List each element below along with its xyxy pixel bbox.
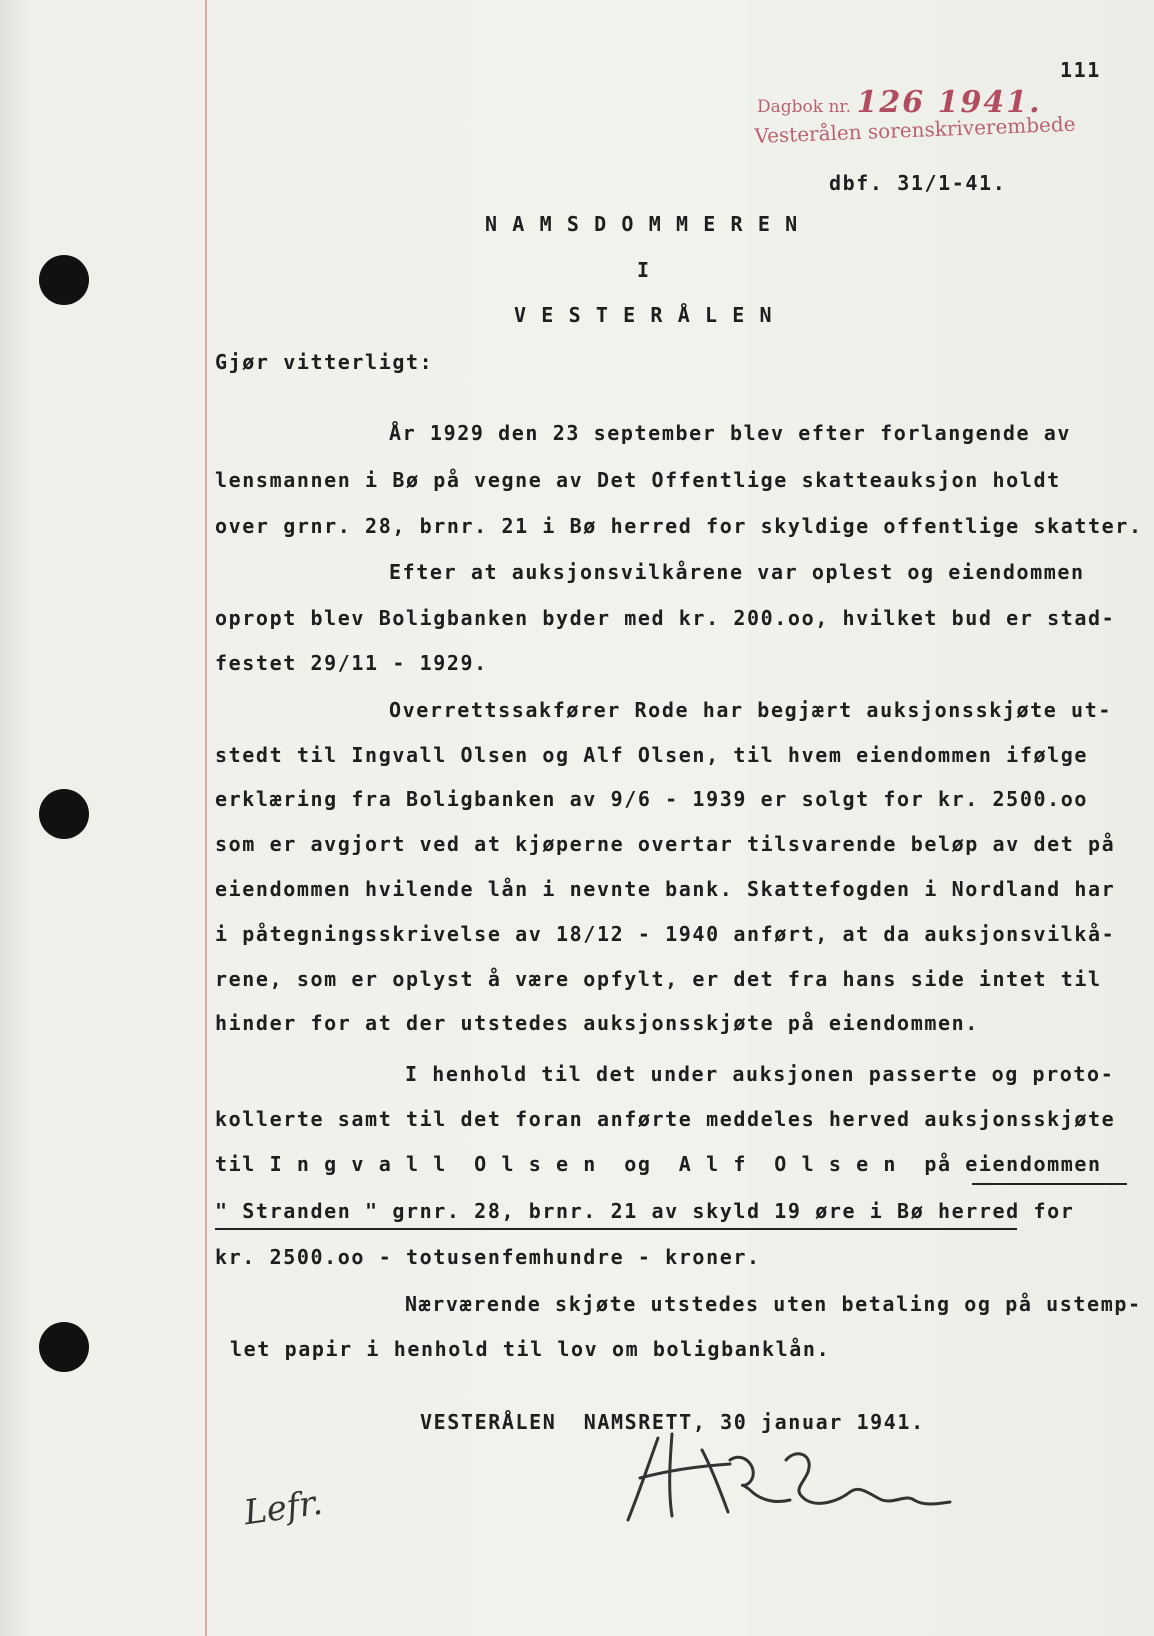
body-line: let papir i henhold til lov om boligbanklån. xyxy=(230,1337,831,1361)
body-line: rene, som er oplyst å være opfylt, er det fra hans side intet til xyxy=(215,967,1102,991)
heading-i: I xyxy=(637,258,651,282)
body-line: hinder for at der utstedes auksjonsskjøte på eiendommen. xyxy=(215,1011,979,1035)
stamp-prefix: Dagbok nr. xyxy=(757,97,852,117)
body-line: som er avgjort ved at kjøperne overtar tilsvarende beløp av det på xyxy=(215,832,1116,856)
body-line: stedt til Ingvall Olsen og Alf Olsen, til hvem eiendommen ifølge xyxy=(215,743,1089,767)
heading-namsdommeren: N A M S D O M M E R E N xyxy=(485,212,799,236)
punch-hole-middle xyxy=(39,789,89,839)
body-line: kr. 2500.oo - totusenfemhundre - kroner. xyxy=(215,1245,761,1269)
body-line: " Stranden " grnr. 28, brnr. 21 av skyld 19 øre i Bø herred for xyxy=(215,1199,1075,1223)
body-line: eiendommen hvilende lån i nevnte bank. Skattefogden i Nordland har xyxy=(215,877,1116,901)
page-number: 111 xyxy=(1060,58,1101,82)
body-line: Overrettssakfører Rode har begjært auksjonsskjøte ut- xyxy=(389,698,1112,722)
signature xyxy=(610,1420,970,1530)
body-line: opropt blev Boligbanken byder med kr. 200.oo, hvilket bud er stad- xyxy=(215,606,1116,630)
court-date-line: VESTERÅLEN NAMSRETT, 30 januar 1941. xyxy=(420,1410,925,1434)
body-line: År 1929 den 23 september blev efter forlangende av xyxy=(389,421,1072,445)
body-line: til I n g v a l l O l s e n og A l f O l s e n på eiendommen xyxy=(215,1152,1102,1176)
punch-hole-bottom xyxy=(39,1322,89,1372)
stamp-handwritten-number: 126 1941. xyxy=(856,85,1042,120)
heading-vesteralen: V E S T E R Å L E N xyxy=(514,303,774,327)
underline-property xyxy=(215,1228,1017,1230)
handwritten-initials: Lefr. xyxy=(241,1482,326,1534)
body-line: over grnr. 28, brnr. 21 i Bø herred for skyldige offentlige skatter. xyxy=(215,514,1143,538)
underline-eiendommen xyxy=(972,1183,1127,1185)
body-line: I henhold til det under auksjonen passerte og proto- xyxy=(405,1062,1115,1086)
body-line: Efter at auksjonsvilkårene var oplest og eiendommen xyxy=(389,560,1085,584)
body-line: festet 29/11 - 1929. xyxy=(215,651,488,675)
punch-hole-top xyxy=(39,255,89,305)
body-line: Gjør vitterligt: xyxy=(215,350,434,374)
diary-stamp-line2: Vesterålen sorenskriverembede xyxy=(754,111,1076,148)
margin-rule xyxy=(205,0,207,1636)
body-line: kollerte samt til det foran anførte meddeles herved auksjonsskjøte xyxy=(215,1107,1116,1131)
body-line: Nærværende skjøte utstedes uten betaling og på ustemp- xyxy=(405,1292,1142,1316)
dbf-reference: dbf. 31/1-41. xyxy=(829,171,1007,195)
body-line: lensmannen i Bø på vegne av Det Offentlige skatteauksjon holdt xyxy=(215,468,1061,492)
body-line: i påtegningsskrivelse av 18/12 - 1940 anført, at da auksjonsvilkå- xyxy=(215,922,1116,946)
body-line: erklæring fra Boligbanken av 9/6 - 1939 er solgt for kr. 2500.oo xyxy=(215,787,1089,811)
